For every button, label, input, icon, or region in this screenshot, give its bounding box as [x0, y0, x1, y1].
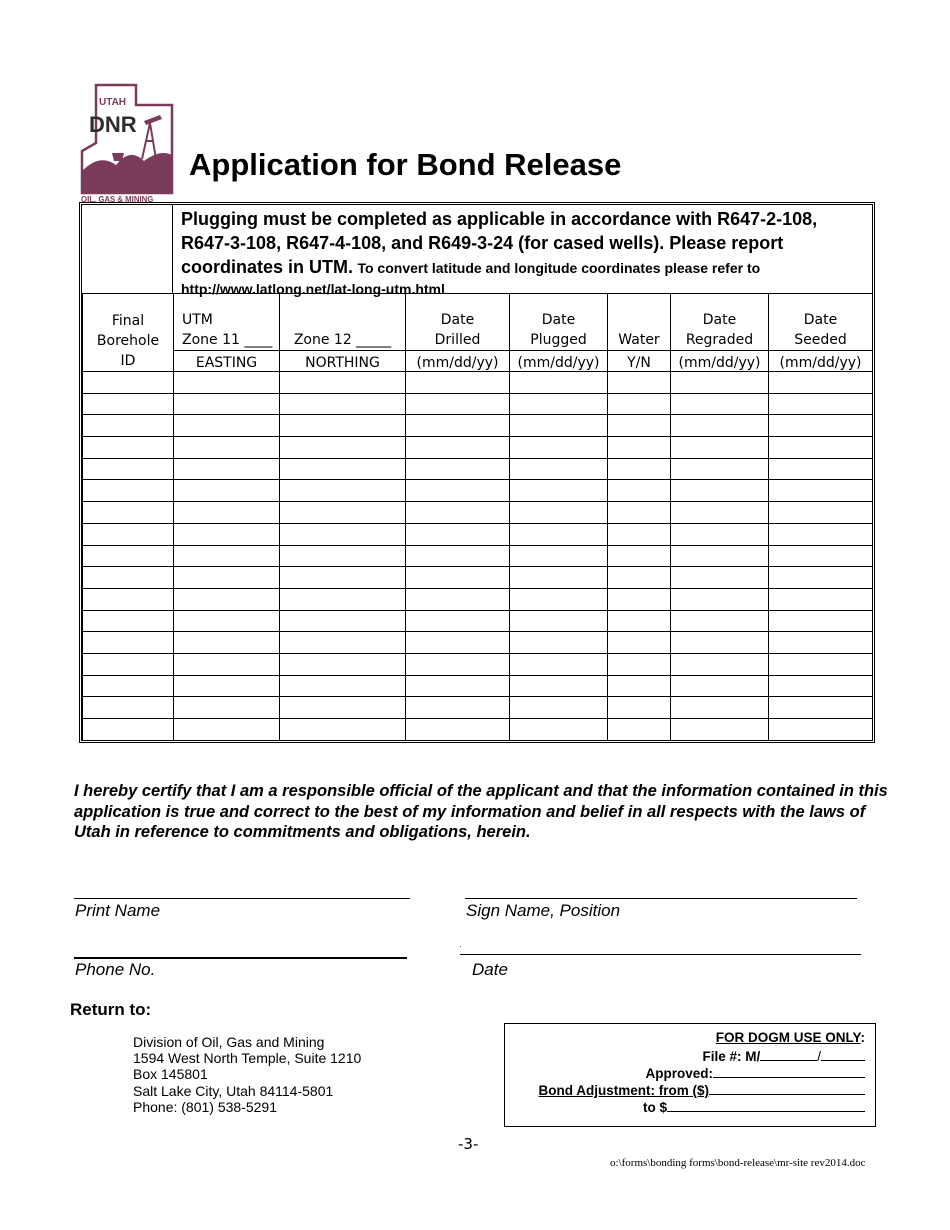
table-cell[interactable]: [769, 610, 873, 632]
logo-division-text: OIL, GAS & MINING: [81, 195, 154, 204]
table-cell[interactable]: [280, 697, 406, 719]
table-cell[interactable]: [83, 415, 174, 437]
table-cell[interactable]: [406, 632, 510, 654]
table-cell[interactable]: [608, 523, 671, 545]
table-cell[interactable]: [608, 480, 671, 502]
bond-adjustment-label: Bond Adjustment: from ($): [538, 1083, 709, 1098]
table-cell[interactable]: [83, 502, 174, 524]
table-cell[interactable]: [671, 393, 769, 415]
print-name-line[interactable]: [74, 898, 410, 899]
col-header-seeded: Date Seeded: [769, 294, 873, 351]
table-row: [83, 437, 873, 459]
table-cell[interactable]: [174, 480, 280, 502]
table-cell[interactable]: [174, 393, 280, 415]
table-cell[interactable]: [174, 523, 280, 545]
table-cell[interactable]: [769, 415, 873, 437]
table-cell[interactable]: [280, 588, 406, 610]
table-cell[interactable]: [510, 545, 608, 567]
col-header-drilled: Date Drilled: [406, 294, 510, 351]
table-cell[interactable]: [510, 480, 608, 502]
table-body: [83, 372, 873, 741]
table-cell[interactable]: [406, 523, 510, 545]
dogm-use-only-box: [504, 1023, 876, 1127]
table-cell[interactable]: [671, 458, 769, 480]
col-subheader-water-yn: Y/N: [608, 351, 671, 372]
table-cell[interactable]: [83, 588, 174, 610]
return-to-label: Return to:: [70, 1000, 152, 1019]
table-cell[interactable]: [671, 415, 769, 437]
table-cell[interactable]: [406, 588, 510, 610]
address-line: Division of Oil, Gas and Mining: [133, 1034, 325, 1050]
file-path: o:\forms\bonding forms\bond-release\mr-site rev2014.doc: [610, 1157, 866, 1169]
table-cell[interactable]: [406, 653, 510, 675]
table-cell[interactable]: [608, 372, 671, 394]
table-cell[interactable]: [406, 437, 510, 459]
table-cell[interactable]: [510, 632, 608, 654]
table-row: [83, 653, 873, 675]
table-cell[interactable]: [83, 458, 174, 480]
table-cell[interactable]: [406, 567, 510, 589]
table-cell[interactable]: [406, 415, 510, 437]
table-cell[interactable]: [671, 523, 769, 545]
table-cell[interactable]: [83, 437, 174, 459]
table-cell[interactable]: [280, 523, 406, 545]
col-header-borehole: Final Borehole ID: [83, 294, 174, 372]
divider: [172, 205, 173, 293]
table-row: [83, 675, 873, 697]
table-cell[interactable]: [174, 697, 280, 719]
table-cell[interactable]: [83, 675, 174, 697]
notice-main-text: Plugging must be completed as applicable in accordance with R647-2-108, R647-3-108, R647-4-108, and R649-3-24 (for cased wells). Please report coordinates in UTM.: [181, 209, 818, 277]
page-number: -3-: [458, 1135, 479, 1153]
table-row: [83, 697, 873, 719]
approved-field[interactable]: [713, 1064, 865, 1078]
borehole-table-frame: [79, 202, 875, 743]
table-cell[interactable]: [769, 393, 873, 415]
date-label: Date: [472, 960, 508, 979]
table-cell[interactable]: [608, 610, 671, 632]
table-row: [83, 502, 873, 524]
table-cell[interactable]: [510, 393, 608, 415]
table-cell[interactable]: [406, 480, 510, 502]
table-cell[interactable]: [510, 653, 608, 675]
bond-to-field[interactable]: [667, 1098, 865, 1112]
dogm-heading-row: FOR DOGM USE ONLY:: [715, 1030, 865, 1045]
stray-mark: ·: [459, 942, 462, 951]
table-row: [83, 480, 873, 502]
table-cell[interactable]: [83, 610, 174, 632]
table-cell[interactable]: [671, 567, 769, 589]
table-cell[interactable]: [280, 610, 406, 632]
address-line: Box 145801: [133, 1066, 208, 1083]
page-title: Application for Bond Release: [189, 147, 622, 182]
col-header-regraded: Date Regraded: [671, 294, 769, 351]
table-row: [83, 632, 873, 654]
plugging-notice: [181, 208, 861, 298]
table-cell[interactable]: [83, 567, 174, 589]
table-cell[interactable]: [510, 610, 608, 632]
table-cell[interactable]: [769, 653, 873, 675]
table-cell[interactable]: [280, 437, 406, 459]
table-cell[interactable]: [406, 675, 510, 697]
table-cell[interactable]: [280, 415, 406, 437]
table-cell[interactable]: [510, 437, 608, 459]
table-cell[interactable]: [671, 653, 769, 675]
dogm-bond-row: [539, 1081, 865, 1098]
table-cell[interactable]: [769, 437, 873, 459]
table-cell[interactable]: [769, 545, 873, 567]
address-line: 1594 West North Temple, Suite 1210: [133, 1050, 362, 1067]
col-header-utm-zone11: UTM Zone 11 ____: [174, 294, 280, 351]
table-cell[interactable]: [608, 719, 671, 741]
table-cell[interactable]: [83, 393, 174, 415]
dogm-file-row: [702, 1047, 865, 1064]
table-cell[interactable]: [510, 675, 608, 697]
table-row: [83, 415, 873, 437]
table-cell[interactable]: [671, 610, 769, 632]
table-cell[interactable]: [280, 372, 406, 394]
table-row: [83, 372, 873, 394]
table-cell[interactable]: [406, 719, 510, 741]
notice-url: http://www.latlong.net/lat-long-utm.html: [181, 281, 445, 297]
table-row: [83, 567, 873, 589]
table-cell[interactable]: [280, 719, 406, 741]
table-cell[interactable]: [83, 523, 174, 545]
table-cell[interactable]: [769, 502, 873, 524]
table-cell[interactable]: [510, 697, 608, 719]
table-cell[interactable]: [174, 588, 280, 610]
table-cell[interactable]: [769, 480, 873, 502]
table-cell[interactable]: [608, 458, 671, 480]
table-cell[interactable]: [510, 372, 608, 394]
table-cell[interactable]: [83, 545, 174, 567]
table-cell[interactable]: [671, 480, 769, 502]
table-cell[interactable]: [280, 675, 406, 697]
table-cell[interactable]: [671, 632, 769, 654]
table-cell[interactable]: [608, 588, 671, 610]
table-cell[interactable]: [608, 437, 671, 459]
table-row: [83, 523, 873, 545]
col-subheader-northing: NORTHING: [280, 351, 406, 372]
table-cell[interactable]: [510, 588, 608, 610]
table-cell[interactable]: [671, 545, 769, 567]
table-cell[interactable]: [406, 545, 510, 567]
date-line[interactable]: [460, 954, 861, 955]
table-cell[interactable]: [608, 675, 671, 697]
file-label: File #: M/: [702, 1049, 761, 1064]
table-cell[interactable]: [406, 458, 510, 480]
table-cell[interactable]: [608, 632, 671, 654]
table-cell[interactable]: [174, 675, 280, 697]
table-cell[interactable]: [174, 458, 280, 480]
table-cell[interactable]: [608, 502, 671, 524]
address-line: Phone: (801) 538-5291: [133, 1098, 277, 1115]
certification-statement: I hereby certify that I am a responsible official of the applicant and that the information contained in this application is true and correct to the best of my information and belief in all respects with the laws of Utah in reference to commitments and obligations, herein.: [74, 782, 888, 841]
table-cell[interactable]: [671, 372, 769, 394]
phone-line[interactable]: [74, 957, 407, 959]
table-cell[interactable]: [280, 545, 406, 567]
table-cell[interactable]: [671, 719, 769, 741]
table-row: [83, 610, 873, 632]
table-cell[interactable]: [83, 372, 174, 394]
table-cell[interactable]: [280, 480, 406, 502]
table-cell[interactable]: [510, 567, 608, 589]
table-cell[interactable]: [769, 675, 873, 697]
approved-label: Approved:: [645, 1066, 713, 1081]
file-number-suffix-field[interactable]: [821, 1047, 865, 1061]
col-header-utm-zone12: Zone 12 _____: [280, 294, 406, 351]
print-name-label: Print Name: [75, 901, 161, 920]
table-cell[interactable]: [671, 697, 769, 719]
phone-label: Phone No.: [75, 960, 156, 979]
table-cell[interactable]: [280, 567, 406, 589]
table-cell[interactable]: [174, 372, 280, 394]
table-cell[interactable]: [174, 632, 280, 654]
table-cell[interactable]: [510, 415, 608, 437]
table-cell[interactable]: [174, 545, 280, 567]
table-cell[interactable]: [406, 697, 510, 719]
table-cell[interactable]: [769, 719, 873, 741]
bond-to-label: to $: [642, 1100, 667, 1115]
notice-small-text: To convert latitude and longitude coordinates please refer to: [357, 260, 761, 276]
table-cell[interactable]: [406, 372, 510, 394]
table-cell[interactable]: [174, 719, 280, 741]
table-cell[interactable]: [83, 653, 174, 675]
table-cell[interactable]: [769, 458, 873, 480]
table-row: [83, 588, 873, 610]
table-cell[interactable]: [671, 437, 769, 459]
table-cell[interactable]: [608, 567, 671, 589]
table-cell[interactable]: [671, 675, 769, 697]
col-header-plugged: Date Plugged: [510, 294, 608, 351]
table-cell[interactable]: [769, 372, 873, 394]
sign-name-line[interactable]: [465, 898, 857, 899]
table-cell[interactable]: [280, 632, 406, 654]
table-cell[interactable]: [406, 610, 510, 632]
table-row: [83, 458, 873, 480]
dogm-approved-row: [646, 1064, 866, 1081]
logo-state-text: UTAH: [99, 97, 127, 108]
table-cell[interactable]: [769, 567, 873, 589]
table-cell[interactable]: [280, 502, 406, 524]
col-subheader-regraded-format: (mm/dd/yy): [671, 351, 769, 372]
table-cell[interactable]: [174, 502, 280, 524]
table-cell[interactable]: [510, 523, 608, 545]
table-cell[interactable]: [174, 653, 280, 675]
table-cell[interactable]: [608, 415, 671, 437]
table-cell[interactable]: [608, 545, 671, 567]
bond-from-field[interactable]: [709, 1081, 865, 1095]
table-row: [83, 545, 873, 567]
table-cell[interactable]: [510, 458, 608, 480]
return-address: [133, 1034, 361, 1115]
address-line: Salt Lake City, Utah 84114-5801: [133, 1082, 334, 1099]
table-cell[interactable]: [174, 415, 280, 437]
table-cell[interactable]: [174, 610, 280, 632]
dogm-to-row: [643, 1098, 865, 1115]
table-row: [83, 393, 873, 415]
sign-name-label: Sign Name, Position: [466, 901, 621, 920]
table-cell[interactable]: [671, 502, 769, 524]
col-subheader-plugged-format: (mm/dd/yy): [510, 351, 608, 372]
table-cell[interactable]: [174, 437, 280, 459]
col-subheader-drilled-format: (mm/dd/yy): [406, 351, 510, 372]
utah-dnr-logo: [80, 83, 178, 205]
table-cell[interactable]: [83, 632, 174, 654]
table-cell[interactable]: [406, 393, 510, 415]
table-row: [83, 719, 873, 741]
table-cell[interactable]: [608, 697, 671, 719]
table-cell[interactable]: [671, 588, 769, 610]
table-cell[interactable]: [174, 567, 280, 589]
col-subheader-seeded-format: (mm/dd/yy): [769, 351, 873, 372]
table-cell[interactable]: [83, 697, 174, 719]
table-cell[interactable]: [510, 719, 608, 741]
table-cell[interactable]: [280, 393, 406, 415]
table-cell[interactable]: [83, 480, 174, 502]
logo-agency-text: DNR: [89, 112, 137, 137]
table-cell[interactable]: [83, 719, 174, 741]
table-cell[interactable]: [608, 653, 671, 675]
table-cell[interactable]: [769, 523, 873, 545]
col-subheader-easting: EASTING: [174, 351, 280, 372]
table-cell[interactable]: [280, 458, 406, 480]
table-cell[interactable]: [769, 632, 873, 654]
file-separator: /: [817, 1049, 821, 1064]
table-cell[interactable]: [769, 588, 873, 610]
table-cell[interactable]: [280, 653, 406, 675]
table-cell[interactable]: [608, 393, 671, 415]
col-header-water: Water: [608, 294, 671, 351]
table-cell[interactable]: [769, 697, 873, 719]
borehole-table: [82, 293, 873, 741]
table-cell[interactable]: [510, 502, 608, 524]
file-number-field[interactable]: [760, 1047, 817, 1061]
dogm-heading: FOR DOGM USE ONLY: [715, 1030, 861, 1045]
table-cell[interactable]: [406, 502, 510, 524]
